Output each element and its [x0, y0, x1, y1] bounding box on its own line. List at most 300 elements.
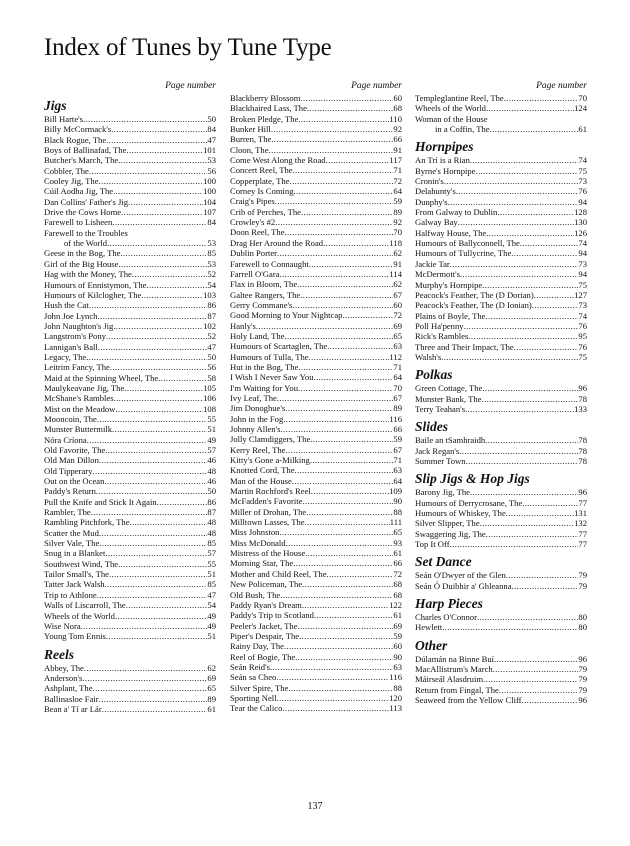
tune-name: Woman of the House	[415, 113, 488, 124]
tune-name: Farrell O'Gara	[230, 268, 280, 279]
section-heading: Reels	[44, 646, 74, 662]
tune-name: Tailor Small's, The	[44, 569, 109, 580]
index-entry	[230, 610, 402, 620]
index-entry	[44, 114, 216, 124]
index-entry	[415, 664, 587, 674]
tune-name: Munster Bank, The	[415, 393, 482, 404]
index-entry	[44, 238, 216, 248]
index-entry	[44, 673, 216, 683]
dot-leader	[102, 704, 208, 714]
tune-name: Rick's Rambles	[415, 331, 469, 342]
dot-leader	[276, 672, 389, 682]
page-title: Index of Tunes by Tune Type	[44, 34, 332, 61]
index-entry	[44, 404, 216, 414]
dot-leader	[126, 145, 203, 155]
tune-name: Farewell to Connaught	[230, 258, 309, 269]
tune-page-number: 51	[207, 631, 216, 642]
tune-name: John Joe Lynch	[44, 310, 98, 321]
index-entry	[44, 342, 216, 352]
tune-page-number: 87	[207, 507, 216, 518]
tune-page-number: 60	[393, 93, 402, 103]
tune-page-number: 50	[207, 351, 216, 362]
dot-leader	[302, 579, 393, 589]
tune-name: Drive the Cows Home	[44, 207, 122, 218]
page-number-header: Page number	[165, 81, 216, 91]
tune-page-number: 131	[574, 508, 587, 518]
tune-name: Tear the Calico	[230, 703, 283, 714]
dot-leader	[121, 207, 203, 217]
index-entry	[44, 579, 216, 589]
index-entry	[44, 393, 216, 403]
dot-leader	[468, 331, 578, 341]
index-entry	[44, 683, 216, 693]
dot-leader	[464, 321, 579, 331]
tune-page-number: 106	[203, 393, 216, 404]
dot-leader	[512, 581, 579, 591]
index-entry	[230, 300, 402, 310]
dot-leader	[480, 518, 574, 528]
index-entry	[415, 280, 587, 290]
index-entry	[230, 269, 402, 279]
index-entry	[415, 342, 587, 352]
tune-name: Máirseál Alasdruim	[415, 674, 484, 685]
tune-name: Geese in the Bog, The	[44, 248, 121, 259]
dot-leader	[89, 166, 208, 176]
tune-page-number: 87	[207, 310, 216, 321]
index-entry	[44, 455, 216, 465]
dot-leader	[285, 227, 394, 237]
dot-leader	[105, 445, 207, 455]
tune-page-number: 54	[207, 600, 216, 611]
dot-leader	[292, 476, 394, 486]
tune-page-number: 59	[393, 630, 402, 641]
dot-leader	[470, 487, 578, 497]
index-entry	[44, 269, 216, 279]
index-entry	[44, 197, 216, 207]
tune-page-number: 132	[574, 518, 587, 529]
tune-page-number: 50	[207, 486, 216, 497]
tune-page-number: 62	[207, 662, 216, 673]
index-entry	[415, 238, 587, 248]
tune-page-number: 61	[578, 124, 587, 135]
dot-leader	[302, 496, 393, 506]
tune-page-number: 51	[207, 424, 216, 435]
tune-name: Seán Ó Duibhir a' Ghleanna	[415, 580, 512, 591]
dot-leader	[306, 507, 393, 517]
dot-leader	[486, 228, 574, 238]
index-entry	[230, 103, 402, 113]
tune-page-number: 90	[393, 651, 402, 662]
dot-leader	[107, 238, 207, 248]
tune-name: McFadden's Favorite	[230, 496, 303, 507]
index-entry	[44, 631, 216, 641]
tune-name: New Policeman, The	[230, 579, 303, 590]
index-entry	[415, 269, 587, 279]
index-entry	[230, 703, 402, 713]
tune-page-number: 64	[393, 475, 402, 486]
index-entry	[44, 486, 216, 496]
tune-page-number: 79	[578, 570, 587, 581]
section-heading: Polkas	[415, 367, 453, 383]
index-entry	[230, 445, 402, 455]
dot-leader	[482, 280, 578, 290]
tune-name: Peacock's Feather, The (D Dorian)	[415, 289, 534, 300]
dot-leader	[280, 269, 390, 279]
tune-name: Cronin's	[415, 176, 444, 187]
tune-name: Abbey, The	[44, 662, 84, 673]
tune-page-number: 88	[393, 682, 402, 693]
tune-page-number: 84	[207, 124, 216, 135]
tune-page-number: 51	[207, 569, 216, 580]
tune-page-number: 74	[578, 238, 587, 249]
index-entry	[415, 217, 587, 227]
dot-leader	[280, 590, 393, 600]
index-entry	[44, 528, 216, 538]
dot-leader	[514, 342, 579, 352]
index-entry	[230, 548, 402, 558]
tune-page-number: 65	[393, 330, 402, 341]
section-heading: Jigs	[44, 98, 67, 113]
index-entry	[415, 685, 587, 695]
dot-leader	[520, 238, 579, 248]
index-entry	[415, 570, 587, 580]
tune-name: Humours of Derrycrosane, The	[415, 497, 523, 508]
tune-page-number: 110	[389, 113, 402, 124]
tune-name: Langstrom's Pony	[44, 331, 106, 342]
tune-page-number: 109	[389, 486, 402, 497]
page-number-header: Page number	[351, 81, 402, 91]
tune-page-number: 116	[389, 413, 402, 424]
index-entry	[44, 166, 216, 176]
tune-name: Swaggering Jig, The	[415, 528, 486, 539]
dot-leader	[499, 685, 579, 695]
tune-name: Hewlett	[415, 622, 443, 633]
tune-page-number: 89	[393, 206, 402, 217]
dot-leader	[298, 621, 394, 631]
index-entry	[230, 124, 402, 134]
tune-name: Dunphy's	[415, 196, 448, 207]
tune-page-number: 73	[578, 258, 587, 269]
index-entry	[230, 165, 402, 175]
tune-page-number: 59	[393, 196, 402, 207]
tune-name: Blackberry Blossom	[230, 93, 301, 103]
dot-leader	[465, 404, 574, 414]
tune-name: Boys of Ballinafad, The	[44, 145, 127, 156]
dot-leader	[114, 393, 204, 403]
tune-page-number: 86	[207, 496, 216, 507]
tune-name: Old Man Dillon	[44, 455, 99, 466]
dot-leader	[84, 663, 208, 673]
tune-page-number: 86	[207, 300, 216, 311]
tune-name: Top It Off	[415, 539, 450, 550]
tune-name: Holy Land, The	[230, 330, 285, 341]
index-entry	[415, 446, 587, 456]
index-entry	[44, 559, 216, 569]
tune-name: Return from Fingal, The	[415, 684, 499, 695]
index-entry	[230, 662, 402, 672]
tune-page-number: 77	[578, 539, 587, 550]
tune-name: Crowley's #2	[230, 217, 276, 228]
tune-page-number: 49	[207, 434, 216, 445]
tune-page-number: 65	[393, 527, 402, 538]
tune-page-number: 79	[578, 684, 587, 695]
tune-page-number: 130	[574, 217, 587, 228]
index-entry	[415, 124, 587, 134]
tune-name: Charles O'Connor	[415, 612, 477, 623]
tune-page-number: 100	[203, 186, 216, 197]
dot-leader	[98, 342, 208, 352]
tune-page-number: 94	[578, 196, 587, 207]
dot-leader	[459, 446, 578, 456]
tune-page-number: 55	[207, 413, 216, 424]
index-entry	[415, 612, 587, 622]
index-entry	[230, 621, 402, 631]
index-entry	[230, 93, 402, 103]
index-entry	[415, 93, 587, 103]
tune-page-number: 61	[393, 548, 402, 559]
footer-page-number: 137	[307, 801, 323, 812]
dot-leader	[277, 393, 394, 403]
tune-name: Rambler, The	[44, 507, 91, 518]
dot-leader	[460, 269, 578, 279]
dot-leader	[96, 486, 207, 496]
dot-leader	[269, 145, 394, 155]
dot-leader	[302, 600, 389, 610]
tune-page-number: 67	[393, 289, 402, 300]
tune-name: Old Bush, The	[230, 589, 281, 600]
dot-leader	[82, 673, 207, 683]
dot-leader	[441, 352, 578, 362]
tune-page-number: 71	[393, 361, 402, 372]
index-entry	[230, 155, 402, 165]
dot-leader	[298, 383, 393, 393]
tune-page-number: 70	[578, 93, 587, 103]
tune-page-number: 47	[207, 589, 216, 600]
dot-leader	[504, 93, 579, 103]
tune-name: Corney Is Coming	[230, 186, 294, 197]
tune-page-number: 47	[207, 341, 216, 352]
index-entry	[44, 569, 216, 579]
tune-name: McDermott's	[415, 269, 460, 280]
index-entry	[230, 321, 402, 331]
dot-leader	[83, 114, 207, 124]
tune-name: Bean a' Tí ar Lár	[44, 703, 102, 714]
tune-page-number: 111	[389, 517, 402, 528]
dot-leader	[146, 280, 207, 290]
tune-name: Old Favorite, The	[44, 445, 106, 455]
dot-leader	[314, 610, 393, 620]
dot-leader	[97, 590, 208, 600]
tune-name: Cooleу Jig, The	[44, 176, 99, 187]
index-entry	[230, 248, 402, 258]
dot-leader	[305, 548, 393, 558]
tune-name: Johnny Allen's	[230, 424, 281, 434]
tune-name: Martin Rochford's Reel	[230, 486, 311, 497]
dot-leader	[456, 186, 579, 196]
tune-page-number: 78	[578, 435, 587, 446]
tune-page-number: 70	[393, 382, 402, 393]
tune-name: Mist on the Meadow	[44, 403, 116, 414]
index-entry	[415, 300, 587, 310]
index-entry	[230, 455, 402, 465]
tune-page-number: 77	[578, 528, 587, 539]
dot-leader	[486, 103, 574, 113]
index-entry	[230, 393, 402, 403]
dot-leader	[97, 311, 207, 321]
tune-page-number: 75	[578, 351, 587, 362]
index-entry	[44, 445, 216, 455]
tune-name: Old Tipperary	[44, 465, 93, 476]
tune-name: Humours of Ballyconnell, The	[415, 238, 520, 249]
tune-name: Ashplant, The	[44, 683, 93, 694]
index-entry	[44, 611, 216, 621]
tune-name: Man of the House	[230, 475, 292, 486]
index-entry	[230, 145, 402, 155]
tune-page-number: 72	[393, 310, 402, 321]
index-entry	[44, 694, 216, 704]
index-entry	[230, 227, 402, 237]
dot-leader	[275, 217, 393, 227]
index-entry	[44, 155, 216, 165]
index-entry	[415, 674, 587, 684]
tune-name: Seán sa Cheo	[230, 672, 277, 683]
dot-leader	[105, 548, 207, 558]
index-entry	[230, 434, 402, 444]
dot-leader	[115, 404, 203, 414]
tune-page-number: 85	[207, 248, 216, 259]
dot-leader	[256, 321, 394, 331]
tune-name: Paddy Ryan's Dream	[230, 599, 302, 610]
dot-leader	[450, 539, 579, 549]
tune-page-number: 48	[207, 527, 216, 538]
dot-leader	[106, 331, 207, 341]
tune-name: Broken Pledge, The	[230, 113, 299, 124]
index-entry	[44, 248, 216, 258]
section-heading: Harp Pieces	[415, 596, 483, 612]
tune-name: Gerry Commane's	[230, 299, 293, 310]
tune-name: Walls of Liscarroll, The	[44, 600, 126, 611]
dot-leader	[497, 207, 574, 217]
tune-name: Seán O'Dwyer of the Glen	[415, 570, 506, 581]
dot-leader	[157, 497, 208, 507]
tune-page-number: 104	[203, 196, 216, 207]
section-heading: Slides	[415, 419, 449, 435]
tune-name: Green Cottage, The	[415, 383, 483, 394]
index-entry	[230, 631, 402, 641]
tune-name: Reel of Bogie, The	[230, 651, 296, 662]
dot-leader	[490, 124, 579, 134]
tune-name: Mooncoin, The	[44, 413, 97, 424]
index-entry	[230, 693, 402, 703]
dot-leader	[466, 456, 579, 466]
tune-page-number: 84	[207, 217, 216, 228]
tune-page-number: 120	[389, 692, 402, 703]
index-entry	[415, 321, 587, 331]
index-entry	[415, 404, 587, 414]
tune-page-number: 59	[393, 434, 402, 445]
tune-name: Byrne's Hornpipe	[415, 165, 476, 176]
tune-name: Seaweed from the Yellow Cliff	[415, 695, 522, 706]
index-entry	[230, 341, 402, 351]
index-entry	[44, 145, 216, 155]
tune-name: Concert Reel, The	[230, 165, 293, 176]
dot-leader	[506, 508, 574, 518]
dot-leader	[285, 403, 393, 413]
tune-name: Humours of Ennistymon, The	[44, 279, 147, 290]
tune-name: Miss Johnston	[230, 527, 280, 538]
dot-leader	[486, 311, 579, 321]
tune-page-number: 79	[578, 580, 587, 591]
tune-name: MacAllistrum's March	[415, 664, 493, 675]
dot-leader	[91, 507, 208, 517]
tune-name: Plains of Boyle, The	[415, 310, 486, 321]
index-entry	[415, 259, 587, 269]
tune-name: Wheels of the World	[44, 610, 115, 621]
index-entry	[44, 280, 216, 290]
tune-name: Humours of Tulla, The	[230, 351, 309, 362]
dot-leader	[158, 373, 207, 383]
tune-name: Templeglantine Reel, The	[415, 93, 504, 103]
dot-leader	[307, 103, 393, 113]
tune-page-number: 72	[393, 175, 402, 186]
tune-name: McShane's Rambles	[44, 393, 114, 404]
tune-name: Peacock's Feather, The (D Ionian)	[415, 300, 532, 311]
tune-page-number: 96	[578, 383, 587, 394]
index-entry	[230, 465, 402, 475]
tune-page-number: 113	[389, 703, 402, 714]
tune-name: Galtee Rangers, The	[230, 289, 301, 300]
section-heading: Hornpipes	[415, 139, 474, 155]
dot-leader	[522, 498, 578, 508]
tune-page-number: 96	[578, 695, 587, 706]
index-entry	[230, 259, 402, 269]
index-entry	[230, 579, 402, 589]
index-entry	[415, 290, 587, 300]
tune-name: Crib of Perches, The	[230, 206, 301, 217]
dot-leader	[494, 654, 578, 664]
tune-name: Ivy Leaf, The	[230, 392, 277, 403]
tune-name: Farewell to Lisheen	[44, 217, 113, 228]
tune-name: Silver Spire, The	[230, 682, 289, 693]
dot-leader	[112, 217, 207, 227]
dot-leader	[120, 248, 207, 258]
index-entry	[230, 641, 402, 651]
tune-name: Hanly's	[230, 320, 256, 331]
index-entry	[415, 248, 587, 258]
dot-leader	[444, 176, 579, 186]
tune-name: Kitty's Gone a-Milking	[230, 455, 310, 466]
tune-page-number: 100	[203, 176, 216, 187]
dot-leader	[109, 569, 207, 579]
tune-page-number: 68	[393, 579, 402, 590]
tune-page-number: 102	[203, 320, 216, 331]
tune-name: Good Morning to Your Nightcap	[230, 310, 343, 321]
dot-leader	[281, 424, 394, 434]
tune-page-number: 47	[207, 134, 216, 145]
tune-name: Kerry Reel, The	[230, 444, 286, 455]
tune-page-number: 91	[393, 258, 402, 269]
dot-leader	[285, 445, 393, 455]
index-entry	[44, 548, 216, 558]
index-entry	[44, 507, 216, 517]
tune-page-number: 55	[207, 558, 216, 569]
tune-name: Ballinasloe Fair	[44, 693, 99, 704]
dot-leader	[310, 455, 394, 465]
tune-name: Rainy Day, The	[230, 641, 284, 652]
tune-name: Barony Jig, The	[415, 487, 470, 498]
dot-leader	[299, 631, 393, 641]
tune-page-number: 77	[578, 497, 587, 508]
